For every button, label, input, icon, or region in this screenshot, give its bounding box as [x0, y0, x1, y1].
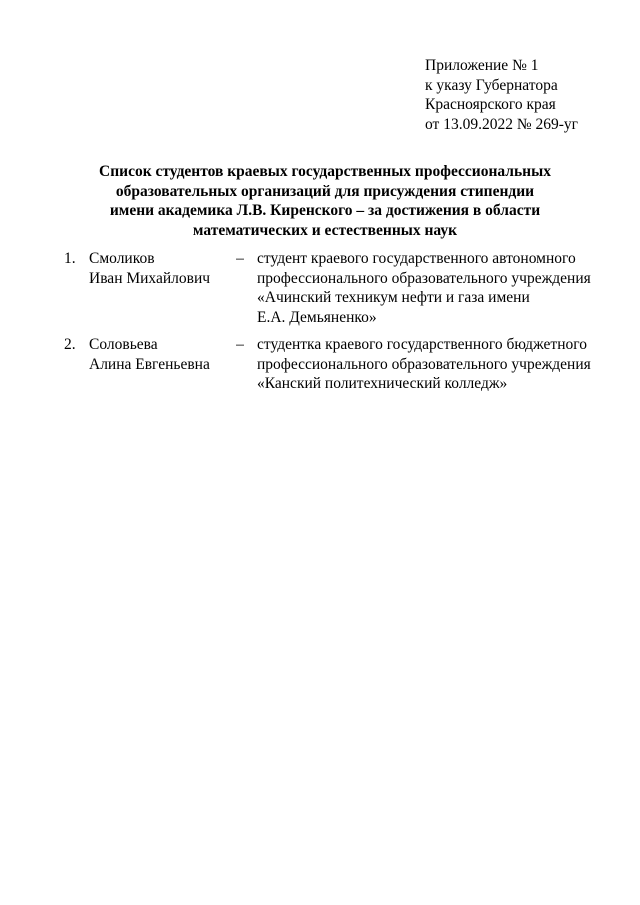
appendix-header [425, 56, 578, 134]
appendix-line: Приложение № 1 [425, 57, 539, 74]
entry-dash: – [236, 250, 244, 267]
student-name [89, 335, 239, 374]
description-line: «Канский политехнический колледж» [257, 375, 508, 392]
student-description [257, 249, 602, 327]
description-line: профессионального образовательного учреждения [257, 355, 591, 373]
entry-dash: – [236, 336, 244, 353]
description-line: студентка краевого государственного бюджетного [257, 336, 587, 353]
entry-number: 1. [64, 250, 76, 267]
description-line: «Ачинский техникум нефти и газа имени [257, 289, 530, 306]
document-title [60, 162, 590, 240]
student-surname: Смоликов [89, 250, 155, 267]
appendix-line: к указу Губернатора [425, 76, 558, 94]
student-given-names: Алина Евгеньевна [89, 355, 210, 373]
appendix-line: от 13.09.2022 № 269-уг [425, 115, 579, 133]
student-description [257, 335, 602, 394]
title-line: Список студентов краевых государственных профессиональных [99, 163, 551, 180]
entry-number: 2. [64, 336, 76, 353]
title-line: математических и естественных наук [192, 221, 458, 239]
student-given-names: Иван Михайлович [89, 269, 211, 287]
student-name [89, 249, 239, 288]
description-line: профессионального образовательного учреждения [257, 269, 591, 287]
appendix-line: Красноярского края [425, 96, 556, 113]
student-surname: Соловьева [89, 336, 158, 353]
title-line: имени академика Л.В. Киренского – за достижения в области [109, 202, 541, 219]
description-line: студент краевого государственного автономного [257, 250, 576, 267]
description-line: Е.А. Демьяненко» [257, 308, 377, 326]
title-line: образовательных организаций для присуждения стипендии [115, 182, 535, 200]
